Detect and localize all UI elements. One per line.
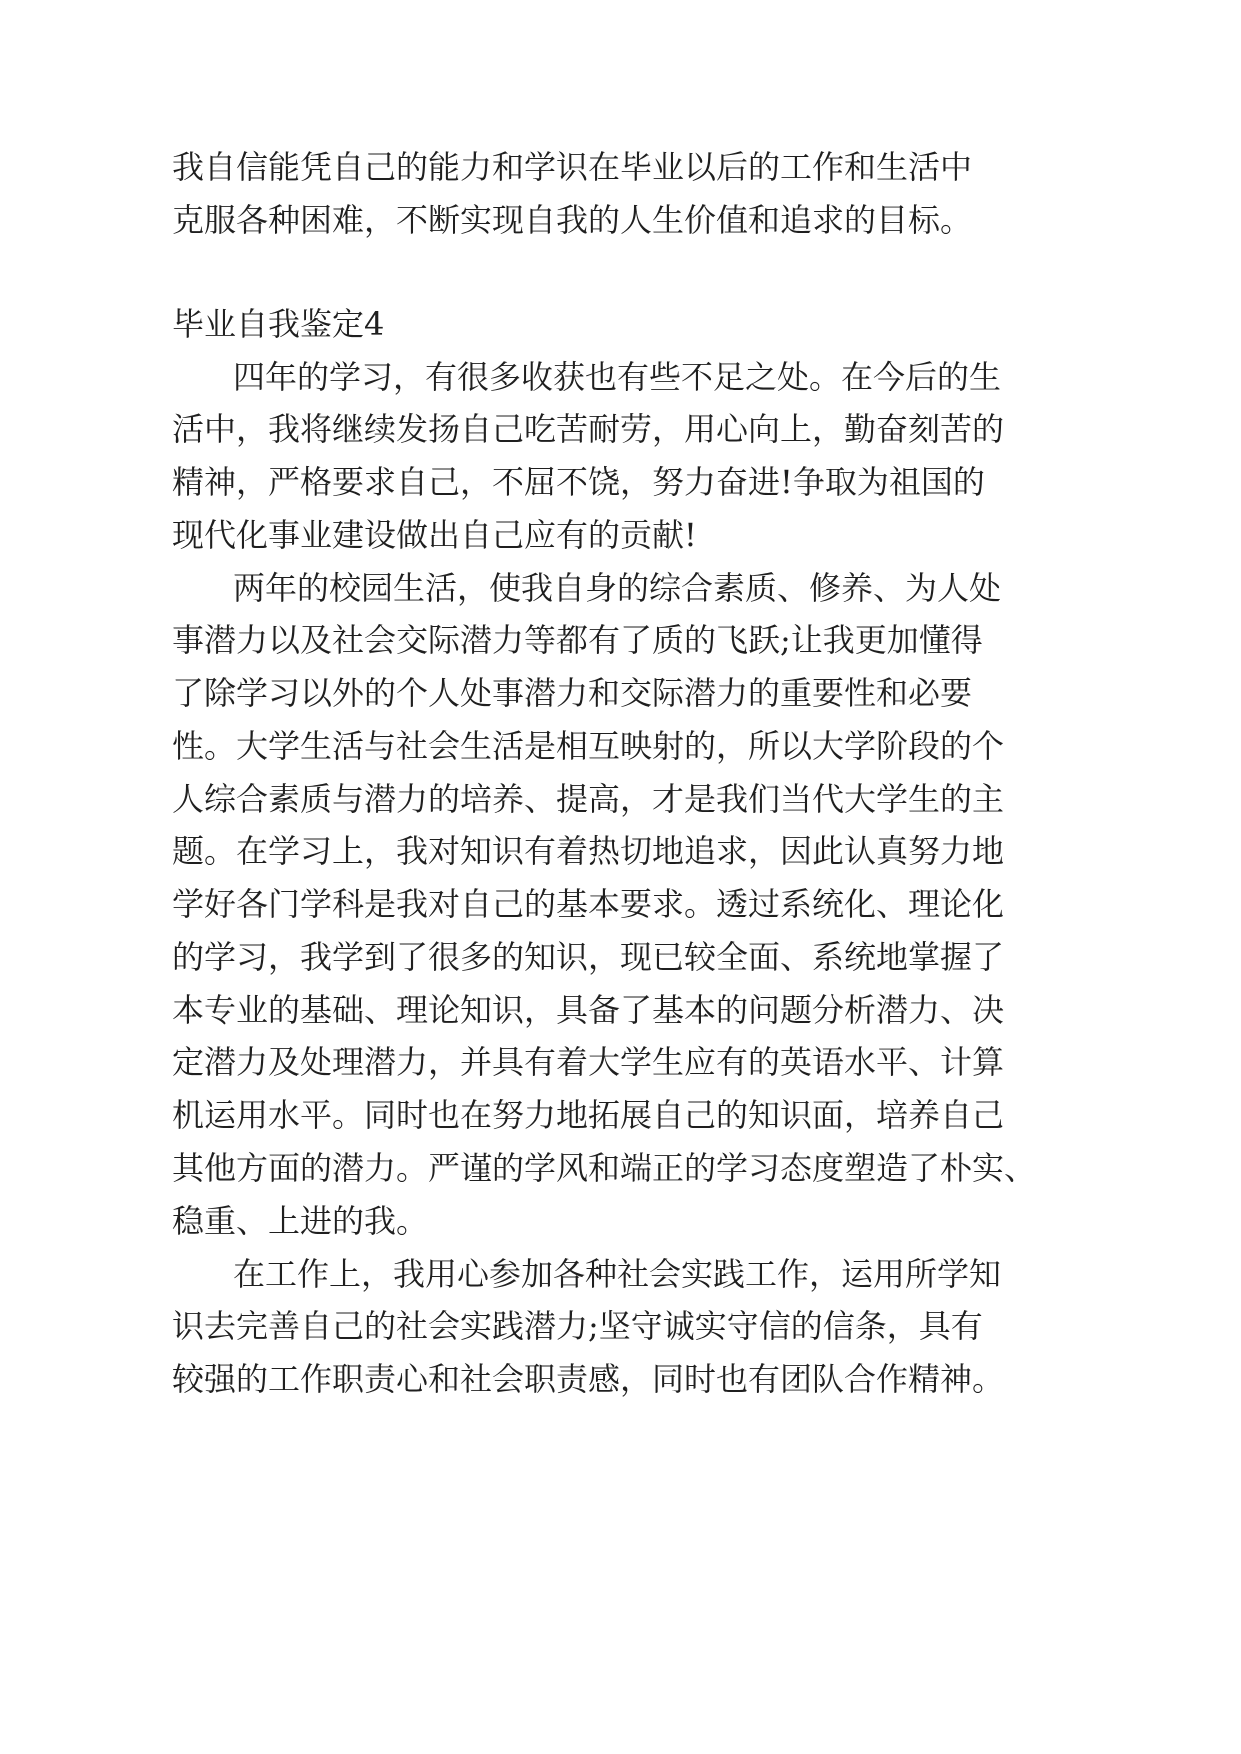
paragraph-line: 题。在学习上，我对知识有着热切地追求，因此认真努力地 bbox=[172, 832, 1005, 870]
paragraph-line: 人综合素质与潜力的培养、提高，才是我们当代大学生的主 bbox=[172, 780, 1005, 818]
paragraph-line: 活中，我将继续发扬自己吃苦耐劳，用心向上，勤奋刻苦的 bbox=[172, 410, 1005, 448]
paragraph-line: 性。大学生活与社会生活是相互映射的，所以大学阶段的个 bbox=[172, 727, 1005, 765]
paragraph-line: 四年的学习，有很多收获也有些不足之处。在今后的生 bbox=[233, 358, 1002, 396]
paragraph-line: 定潜力及处理潜力，并具有着大学生应有的英语水平、计算 bbox=[172, 1043, 1005, 1081]
paragraph-line: 现代化事业建设做出自己应有的贡献! bbox=[172, 516, 697, 554]
paragraph-line: 其他方面的潜力。严谨的学风和端正的学习态度塑造了朴实、 bbox=[172, 1149, 1037, 1187]
paragraph-line: 本专业的基础、理论知识，具备了基本的问题分析潜力、决 bbox=[172, 991, 1005, 1029]
paragraph-line: 在工作上，我用心参加各种社会实践工作，运用所学知 bbox=[233, 1255, 1002, 1293]
paragraph-line: 机运用水平。同时也在努力地拓展自己的知识面，培养自己 bbox=[172, 1096, 1005, 1134]
paragraph-line: 了除学习以外的个人处事潜力和交际潜力的重要性和必要 bbox=[172, 674, 973, 712]
paragraph-line: 的学习，我学到了很多的知识，现已较全面、系统地掌握了 bbox=[172, 938, 1005, 976]
intro-line: 克服各种困难，不断实现自我的人生价值和追求的目标。 bbox=[172, 201, 973, 239]
section-title: 毕业自我鉴定4 bbox=[172, 305, 385, 343]
paragraph-line: 识去完善自己的社会实践潜力;坚守诚实守信的信条，具有 bbox=[172, 1307, 983, 1345]
paragraph-line: 两年的校园生活，使我自身的综合素质、修养、为人处 bbox=[233, 569, 1002, 607]
intro-line: 我自信能凭自己的能力和学识在毕业以后的工作和生活中 bbox=[172, 148, 973, 186]
paragraph-line: 较强的工作职责心和社会职责感，同时也有团队合作精神。 bbox=[172, 1360, 1005, 1398]
paragraph-line: 学好各门学科是我对自己的基本要求。透过系统化、理论化 bbox=[172, 885, 1005, 923]
paragraph-line: 事潜力以及社会交际潜力等都有了质的飞跃;让我更加懂得 bbox=[172, 621, 983, 659]
paragraph-line: 精神，严格要求自己，不屈不饶，努力奋进!争取为祖国的 bbox=[172, 463, 985, 501]
paragraph-line: 稳重、上进的我。 bbox=[172, 1202, 429, 1240]
